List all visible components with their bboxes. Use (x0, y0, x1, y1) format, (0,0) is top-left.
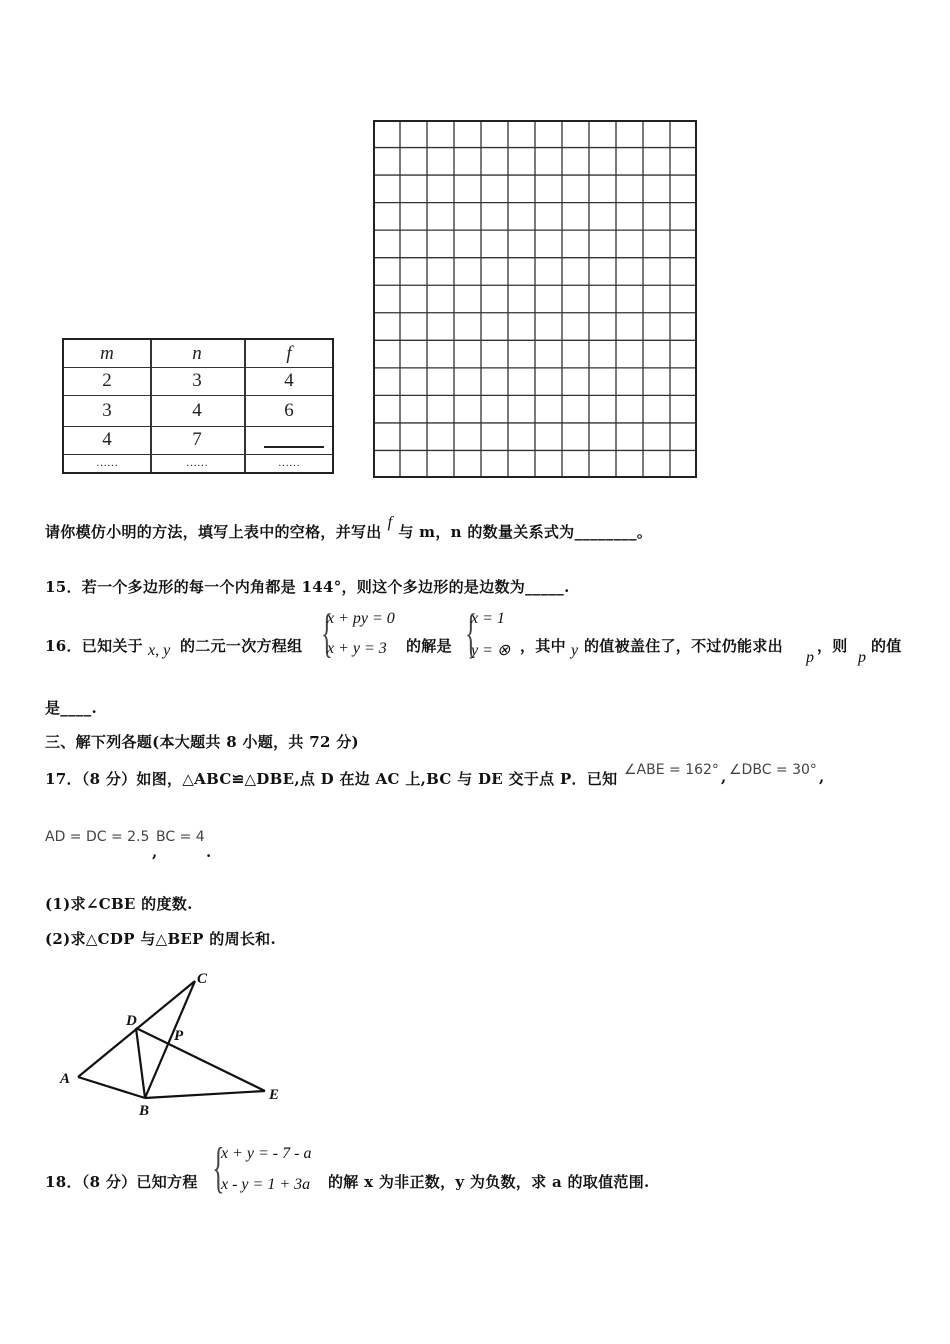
vertex-label-A: A (60, 1071, 71, 1087)
table-cell: 4 (284, 370, 294, 391)
table-cell: 3 (192, 370, 202, 391)
vertex-label-B: B (139, 1103, 150, 1119)
question-16-text: 的值 (871, 637, 902, 655)
var-p: p (858, 649, 866, 666)
question-16-text: 的值被盖住了，不过仍能求出 (584, 637, 783, 655)
answer-blank-line (264, 446, 324, 448)
given-angle: ∠ABE = 162° (624, 762, 719, 778)
table-row (64, 367, 332, 396)
table-footer-row (64, 454, 332, 472)
table-ellipsis: …… (96, 457, 118, 469)
vertex-label-E: E (269, 1087, 280, 1103)
segment-BC (145, 981, 195, 1098)
equation-brace: { (212, 1137, 225, 1199)
var-p: p (806, 649, 814, 666)
given-lengths: AD = DC = 2.5 (45, 829, 150, 845)
var-xy: x, y (148, 642, 171, 659)
question-16-text: ，则 (817, 637, 848, 655)
given-length: BC = 4 (156, 829, 205, 845)
solution-line: y = ⊗ (471, 642, 511, 659)
table-header-cell: n (192, 342, 202, 364)
var-y: y (571, 642, 579, 659)
question-17-part-1: (1)求∠CBE 的度数. (45, 895, 193, 913)
comma: , (152, 843, 158, 861)
table-ellipsis: …… (186, 457, 208, 469)
var-f: f (387, 514, 393, 531)
equation-line: x + y = - 7 - a (221, 1145, 312, 1162)
vertex-label-C: C (197, 971, 208, 987)
table-divider (150, 340, 152, 472)
question-15-text: 15．若一个多边形的每一个内角都是 144°，则这个多边形的是边数为_____. (45, 578, 570, 596)
table-ellipsis: …… (278, 457, 300, 469)
period: . (206, 843, 212, 861)
vertex-label-D: D (126, 1013, 137, 1029)
table-header-cell: m (100, 342, 114, 364)
equation-line: x - y = 1 + 3a (221, 1176, 311, 1193)
triangle-figure (55, 965, 295, 1120)
question-16-text: ，其中 (520, 637, 566, 655)
comma: , (819, 768, 825, 786)
question-18-prefix: 18．（8 分）已知方程 (45, 1173, 198, 1191)
solution-line: x = 1 (471, 610, 505, 627)
segment-AB (78, 1077, 145, 1098)
question-14-text: 请你模仿小明的方法，填写上表中的空格，并写出f与 m，n 的数量关系式为________。 (45, 514, 653, 541)
question-16-tail: 是____. (45, 699, 98, 717)
equation-line: x + py = 0 (327, 610, 395, 627)
segment-BE (145, 1091, 265, 1098)
segment-DE (136, 1028, 265, 1091)
table-cell: 7 (192, 429, 202, 450)
question-16-text: 的解是 (406, 637, 452, 655)
table-cell: 4 (102, 429, 112, 450)
table-cell: 6 (284, 399, 294, 421)
given-angle: ∠DBC = 30° (729, 762, 817, 778)
table-row (64, 426, 332, 455)
question-18-text: 的解 x 为非正数，y 为负数，求 a 的取值范围. (328, 1173, 650, 1191)
square-grid (373, 120, 697, 478)
table-blank-cell (244, 426, 334, 454)
comma: , (721, 768, 727, 786)
table-divider (244, 340, 246, 472)
question-16-mid: 的二元一次方程组 (180, 637, 303, 655)
section-3-title: 三、解下列各题(本大题共 8 小题，共 72 分) (45, 733, 359, 751)
equation-line: x + y = 3 (327, 640, 387, 657)
solution-brace: { (465, 603, 477, 663)
equation-brace: { (321, 603, 333, 663)
table-cell: 3 (102, 399, 112, 421)
table-cell: 4 (192, 399, 202, 421)
question-17-text: 17．（8 分）如图，△ABC≌△DBE,点 D 在边 AC 上,BC 与 DE 交于点 P．已知 (45, 770, 618, 788)
table-cell: 2 (102, 370, 112, 391)
segment-DB (136, 1028, 145, 1098)
question-17-part-2: (2)求△CDP 与△BEP 的周长和. (45, 930, 276, 948)
table-row (64, 395, 332, 427)
table-header-row (64, 340, 332, 368)
question-16-prefix: 16．已知关于 (45, 637, 143, 655)
value-table (62, 338, 334, 474)
table-header-cell: f (286, 342, 292, 364)
vertex-label-P: P (174, 1028, 184, 1044)
